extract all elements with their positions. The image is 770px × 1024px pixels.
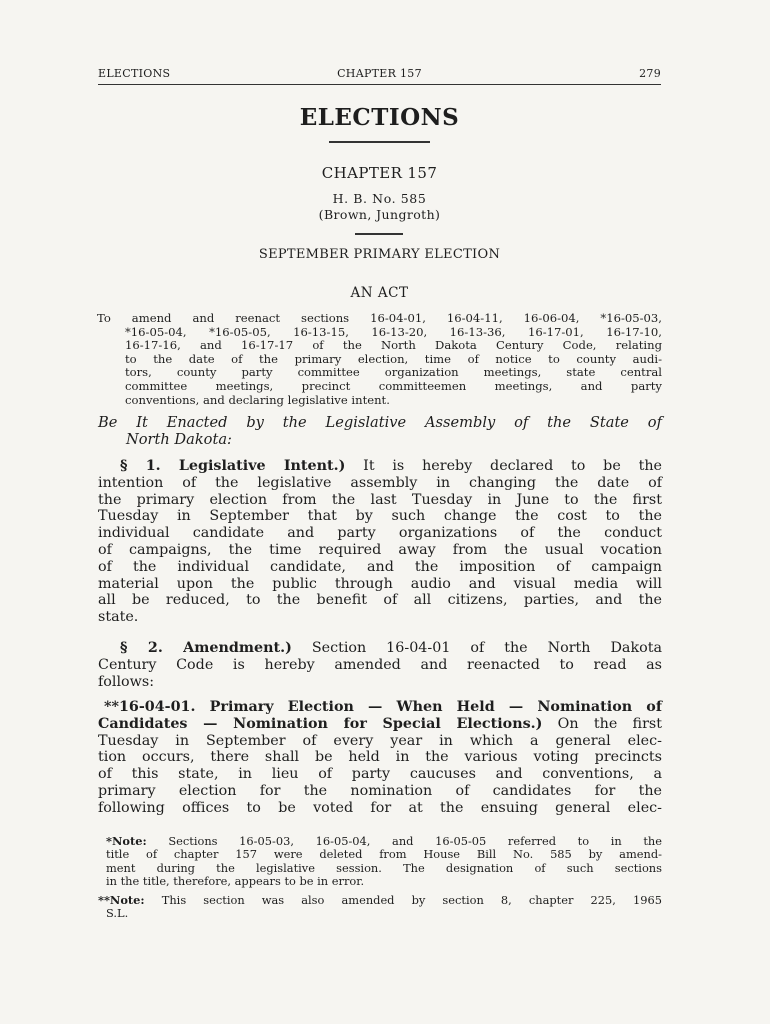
- footnote-2-label: **Note:: [98, 892, 145, 907]
- purpose-line: 16-17-16, and 16-17-17 of the North Dakota Century Code, relating: [125, 338, 662, 353]
- sponsor-rule: [355, 233, 403, 235]
- purpose-line: to the date of the primary election, time of notice to county audi-: [125, 351, 662, 366]
- footnote-1-line: title of chapter 157 were deleted from House Bill No. 585 by amend-: [106, 847, 662, 862]
- enacting-clause-line: Be It Enacted by the Legislative Assembly of the State of: [98, 414, 662, 431]
- statute-text: On the first: [542, 715, 662, 732]
- section-1-line: Tuesday in September that by such change the cost to the: [98, 508, 662, 525]
- purpose-line: *16-05-04, *16-05-05, 16-13-15, 16-13-20, 16-13-36, 16-17-01, 16-17-10,: [125, 324, 662, 339]
- section-2-text: Section 16-04-01 of the North Dakota: [291, 640, 662, 656]
- section-2-heading: § 2. Amendment.): [120, 640, 292, 656]
- section-1: [98, 458, 662, 626]
- footnote-1-label: *Note:: [106, 834, 147, 848]
- section-1-line: of the individual candidate, and the imposition of campaign: [98, 558, 662, 575]
- bill-sponsors: (Brown, Jungroth): [318, 207, 441, 222]
- statute-line: following offices to be voted for at the ensuing general elec-: [98, 799, 662, 816]
- footnote-2-first-line: [98, 894, 662, 907]
- section-1-line: all be reduced, to the benefit of all citizens, parties, and the: [98, 592, 662, 609]
- running-head-left: ELECTIONS: [98, 67, 171, 80]
- purpose-line: To amend and reenact sections 16-04-01, 16-04-11, 16-06-04, *16-05-03,: [97, 311, 662, 325]
- section-2-first-line: [98, 640, 662, 657]
- footnote-1-line: ment during the legislative session. The designation of such sections: [106, 860, 662, 875]
- chapter-heading: CHAPTER 157: [321, 164, 438, 182]
- section-1-line: state.: [98, 609, 139, 626]
- footnote-1-first-line: [98, 835, 662, 848]
- section-1-line: intention of the legislative assembly in changing the date of: [98, 474, 662, 491]
- footnote-1-text: Sections 16-05-03, 16-05-04, and 16-05-05 referred to in the: [146, 834, 662, 848]
- section-1-first-line: [98, 458, 662, 475]
- section-16-04-01: [98, 699, 662, 817]
- purpose-line: conventions, and declaring legislative intent.: [125, 392, 390, 407]
- bill-number: H. B. No. 585: [332, 191, 427, 206]
- section-1-line: material upon the public through audio and visual media will: [98, 575, 662, 592]
- running-head-center: CHAPTER 157: [337, 67, 422, 80]
- footnote-1-line: in the title, therefore, appears to be in error.: [106, 874, 365, 889]
- purpose-line: tors, county party committee organization meetings, state central: [125, 365, 662, 380]
- statute-heading-line: [98, 699, 662, 716]
- title-rule: [329, 141, 430, 143]
- act-heading: AN ACT: [350, 285, 409, 301]
- page-number: 279: [639, 67, 661, 80]
- act-subject: SEPTEMBER PRIMARY ELECTION: [258, 247, 501, 262]
- statute-heading-line: [98, 716, 662, 733]
- section-1-heading: § 1. Legislative Intent.): [120, 458, 346, 474]
- footnote-2-text: This section was also amended by section 8, chapter 225, 1965: [144, 892, 662, 907]
- enacting-clause-line: North Dakota:: [126, 431, 232, 448]
- statute-line: tion occurs, there shall be held in the various voting precincts: [98, 749, 662, 766]
- section-1-line: the primary election from the last Tuesday in June to the first: [98, 491, 662, 508]
- section-2: [98, 640, 662, 690]
- statute-line: of this state, in lieu of party caucuses and conventions, a: [98, 766, 662, 783]
- act-purpose-paragraph: [98, 312, 662, 407]
- section-1-line: of campaigns, the time required away from the usual vocation: [98, 541, 662, 558]
- running-head: [98, 66, 661, 85]
- statute-line: primary election for the nomination of candidates for the: [98, 782, 662, 799]
- statute-heading: Candidates — Nomination for Special Elections.): [98, 715, 543, 732]
- footnotes: [98, 835, 662, 920]
- page-title: ELECTIONS: [299, 104, 460, 131]
- statute-line: Tuesday in September of every year in which a general elec-: [98, 732, 662, 749]
- section-1-line: individual candidate and party organizations of the conduct: [98, 525, 662, 542]
- enacting-clause: [98, 414, 662, 448]
- purpose-line: committee meetings, precinct committeemen meetings, and party: [125, 378, 662, 393]
- section-1-text: It is hereby declared to be the: [345, 458, 662, 474]
- section-2-line: follows:: [98, 673, 155, 690]
- footnote-2-line: S.L.: [106, 906, 129, 921]
- section-2-line: Century Code is hereby amended and reenacted to read as: [98, 656, 662, 673]
- statute-heading: **16-04-01. Primary Election — When Held — Nomination of: [104, 699, 662, 715]
